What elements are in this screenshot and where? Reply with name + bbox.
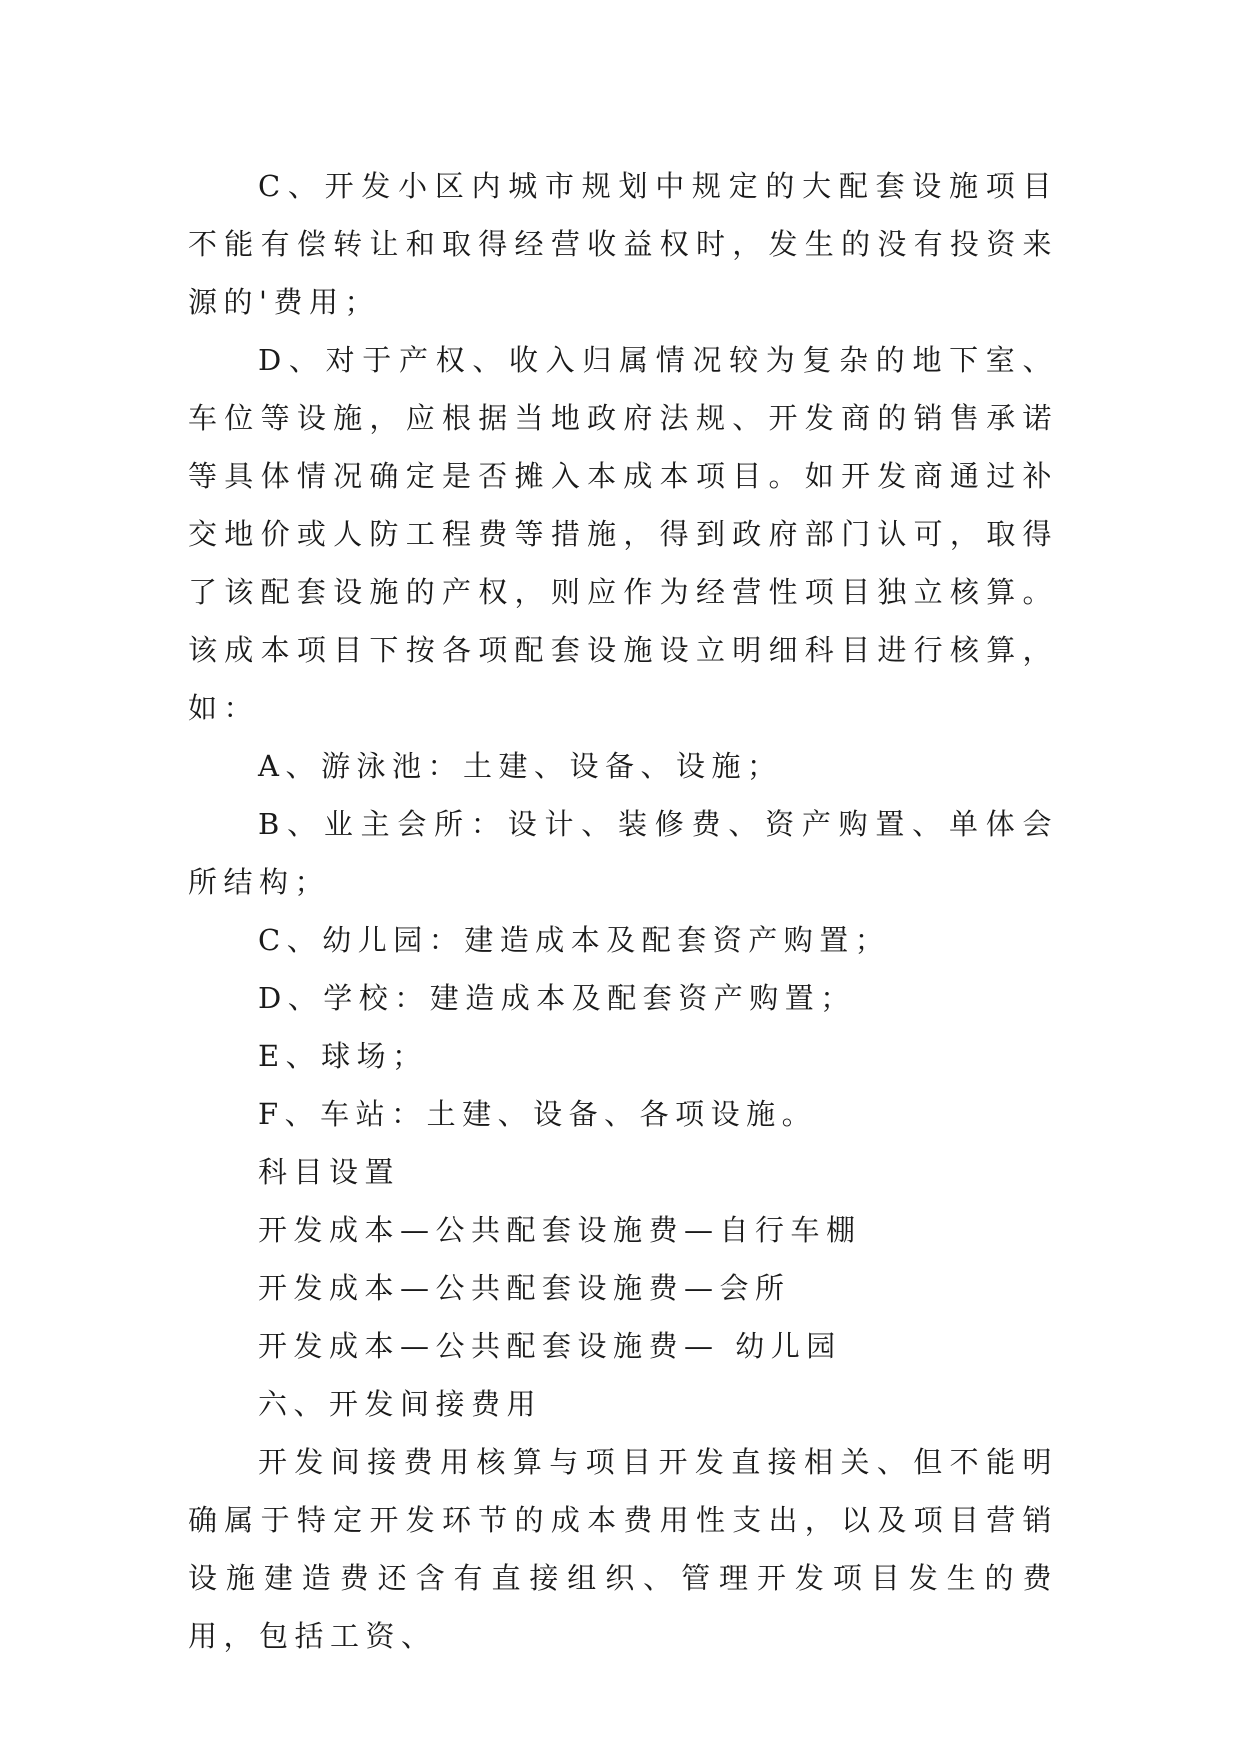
document-body [188,157,1058,1665]
paragraph-indirect-costs: 开发间接费用核算与项目开发直接相关、但不能明确属于特定开发环节的成本费用性支出，以及项目营销设施建造费还含有直接组织、管理开发项目发生的费用，包括工资、 [188,1445,1058,1653]
paragraph-d-basement-parking: D、对于产权、收入归属情况较为复杂的地下室、车位等设施，应根据当地政府法规、开发商的销售承诺等具体情况确定是否摊入本成本项目。如开发商通过补交地价或人防工程费等措施，得到政府部门认可，取得了该配套设施的产权，则应作为经营性项目独立核算。 该成本项目下按各项配套设施设立明细科目进行核算，如： [188,343,1058,725]
account-bicycle-shed: 开发成本—公共配套设施费—自行车棚 [258,1213,862,1247]
section-heading-indirect-costs: 六、开发间接费用 [258,1387,543,1421]
list-item-f-station: F、车站：土建、设备、各项设施。 [258,1097,818,1131]
list-item-a-swimming-pool: A、游泳池：土建、设备、设施； [258,749,783,783]
list-item-c-kindergarten: C、幼儿园：建造成本及配套资产购置； [258,923,891,957]
list-item-d-school: D、学校：建造成本及配套资产购置； [258,981,856,1015]
account-kindergarten: 开发成本—公共配套设施费— 幼儿园 [258,1329,842,1363]
section-subject-setup: 科目设置 [258,1155,401,1189]
paragraph-c-facilities: C、开发小区内城市规划中规定的大配套设施项目不能有偿转让和取得经营收益权时，发生的没有投资来源的'费用； [188,169,1058,319]
account-clubhouse: 开发成本—公共配套设施费—会所 [258,1271,791,1305]
list-item-e-court: E、球场； [258,1039,428,1073]
list-item-b-clubhouse: B、业主会所：设计、装修费、资产购置、单体会所结构； [188,807,1058,899]
